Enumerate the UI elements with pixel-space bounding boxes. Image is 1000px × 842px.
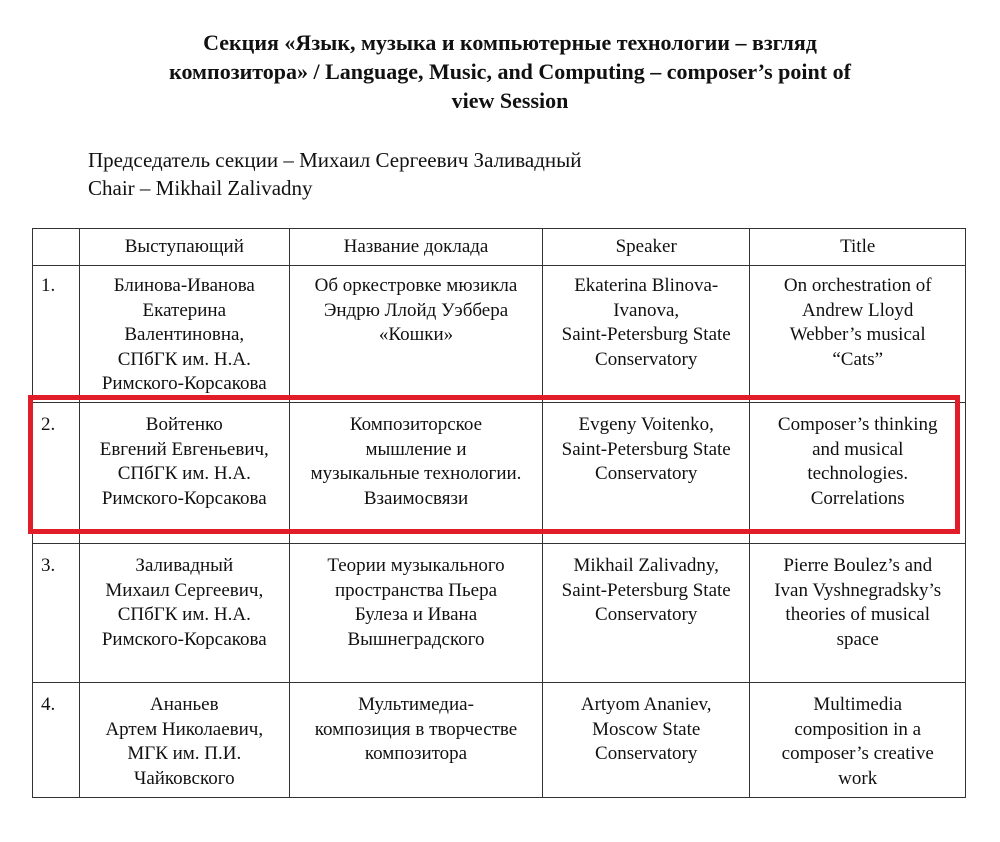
cell-line: Войтенко bbox=[145, 414, 223, 435]
cell-line: Римского-Корсакова bbox=[101, 628, 267, 650]
cell-line: музыкальные технологии. bbox=[310, 463, 522, 484]
cell-line: Ананьев bbox=[150, 694, 219, 715]
cell-line: мышление и bbox=[365, 438, 467, 460]
cell-line: Composer’s thinking bbox=[777, 414, 938, 435]
cell-line: МГК им. П.И. bbox=[127, 743, 242, 764]
cell-speaker-en bbox=[542, 403, 749, 544]
cell-line: Webber’s musical bbox=[789, 324, 926, 345]
cell-line: composition in a bbox=[794, 718, 922, 740]
cell-line: Евгений Евгеньевич, bbox=[99, 438, 269, 460]
cell-title-en bbox=[750, 683, 966, 798]
cell-line: Теории музыкального bbox=[327, 555, 505, 576]
cell-title-ru bbox=[290, 266, 543, 403]
cell-title-ru bbox=[290, 683, 543, 798]
cell-line: Михаил Сергеевич, bbox=[105, 579, 264, 601]
cell-line: СПбГК им. Н.А. bbox=[117, 348, 251, 370]
cell-speaker-en bbox=[542, 544, 749, 683]
header-title-ru: Название доклада bbox=[290, 229, 543, 266]
table-header-row bbox=[33, 229, 966, 266]
cell-line: Булеза и Ивана bbox=[354, 604, 478, 625]
table-body bbox=[33, 266, 966, 798]
cell-line: композитора bbox=[364, 743, 468, 764]
title-line-2: композитора» / Language, Music, and Computing – composer’s point of bbox=[169, 59, 851, 84]
cell-title-en bbox=[750, 266, 966, 403]
table-row bbox=[33, 544, 966, 683]
cell-title-ru bbox=[290, 403, 543, 544]
cell-line: Артем Николаевич, bbox=[105, 718, 264, 740]
cell-line: СПбГК им. Н.А. bbox=[117, 463, 251, 484]
cell-line: Взаимосвязи bbox=[363, 487, 469, 509]
schedule-table bbox=[32, 228, 966, 798]
cell-title-en bbox=[750, 544, 966, 683]
cell-line: Екатерина bbox=[142, 299, 227, 321]
cell-line: theories of musical bbox=[785, 604, 930, 625]
cell-line: Moscow State bbox=[592, 718, 701, 740]
cell-speaker-ru bbox=[79, 403, 289, 544]
cell-line: Conservatory bbox=[595, 348, 698, 370]
cell-speaker-ru bbox=[79, 266, 289, 403]
cell-line: Вышнеградского bbox=[347, 628, 485, 650]
cell-title-en bbox=[750, 403, 966, 544]
header-num bbox=[33, 229, 80, 266]
cell-line: On orchestration of bbox=[783, 275, 932, 296]
cell-line: Saint-Petersburg State bbox=[561, 438, 731, 460]
cell-line: СПбГК им. Н.А. bbox=[117, 604, 251, 625]
cell-line: Заливадный bbox=[135, 555, 234, 576]
row-number: 2. bbox=[33, 403, 80, 544]
cell-line: Artyom Ananiev, bbox=[580, 694, 712, 715]
row-number: 4. bbox=[33, 683, 80, 798]
cell-line: Evgeny Voitenko, bbox=[578, 414, 714, 435]
cell-line: Римского-Корсакова bbox=[101, 373, 267, 394]
chair-block bbox=[88, 146, 582, 202]
cell-line: Чайковского bbox=[133, 767, 235, 789]
header-speaker-en: Speaker bbox=[542, 229, 749, 266]
title-line-1: Секция «Язык, музыка и компьютерные технологии – взгляд bbox=[203, 30, 817, 55]
row-number: 1. bbox=[33, 266, 80, 403]
cell-line: пространства Пьера bbox=[334, 579, 498, 601]
cell-line: Ivan Vyshnegradsky’s bbox=[774, 579, 942, 601]
cell-line: Композиторское bbox=[349, 414, 483, 435]
cell-line: “Cats” bbox=[832, 348, 884, 370]
cell-speaker-en bbox=[542, 266, 749, 403]
chair-en: Chair – Mikhail Zalivadny bbox=[88, 176, 313, 200]
chair-ru: Председатель секции – Михаил Сергеевич Заливадный bbox=[88, 148, 582, 172]
cell-title-ru bbox=[290, 544, 543, 683]
cell-line: Pierre Boulez’s and bbox=[783, 555, 933, 576]
header-speaker-ru: Выступающий bbox=[79, 229, 289, 266]
cell-line: Ivanova, bbox=[613, 299, 680, 321]
cell-line: «Кошки» bbox=[378, 324, 454, 345]
cell-line: Andrew Lloyd bbox=[802, 299, 914, 321]
cell-line: Correlations bbox=[810, 487, 905, 509]
cell-line: technologies. bbox=[807, 463, 909, 484]
cell-line: Эндрю Ллойд Уэббера bbox=[323, 299, 509, 321]
cell-speaker-en bbox=[542, 683, 749, 798]
cell-line: Saint-Petersburg State bbox=[561, 324, 731, 345]
cell-line: and musical bbox=[812, 438, 904, 460]
cell-line: Conservatory bbox=[595, 743, 698, 764]
cell-line: Римского-Корсакова bbox=[101, 487, 267, 509]
cell-line: Об оркестровке мюзикла bbox=[314, 275, 518, 296]
title-line-3: view Session bbox=[451, 88, 569, 113]
table-row bbox=[33, 266, 966, 403]
cell-line: Мультимедиа- bbox=[358, 694, 474, 715]
row-number: 3. bbox=[33, 544, 80, 683]
table-row bbox=[33, 683, 966, 798]
cell-line: work bbox=[838, 767, 878, 789]
header-title-en: Title bbox=[750, 229, 966, 266]
cell-line: Conservatory bbox=[595, 463, 698, 484]
document-title bbox=[100, 28, 920, 115]
cell-line: Multimedia bbox=[813, 694, 903, 715]
table-row bbox=[33, 403, 966, 544]
cell-line: Conservatory bbox=[595, 604, 698, 625]
cell-line: composer’s creative bbox=[781, 743, 934, 764]
cell-line: Ekaterina Blinova- bbox=[574, 275, 719, 296]
cell-line: композиция в творчестве bbox=[314, 718, 518, 740]
cell-line: Блинова-Иванова bbox=[113, 275, 255, 296]
cell-line: space bbox=[836, 628, 879, 650]
cell-line: Mikhail Zalivadny, bbox=[573, 555, 719, 576]
cell-line: Валентиновна, bbox=[124, 324, 245, 345]
cell-line: Saint-Petersburg State bbox=[561, 579, 731, 601]
cell-speaker-ru bbox=[79, 683, 289, 798]
cell-speaker-ru bbox=[79, 544, 289, 683]
